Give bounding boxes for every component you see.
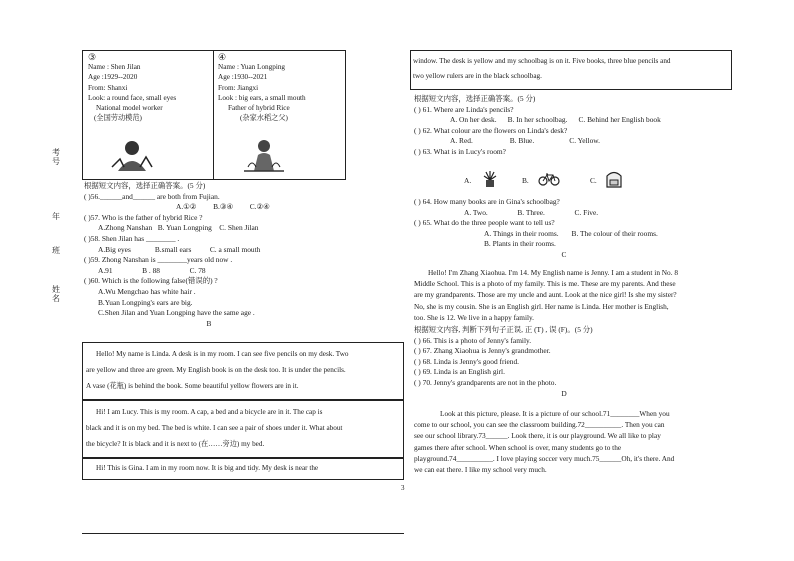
passage-linda (86, 346, 402, 394)
question-group-56-60 (84, 181, 384, 329)
question-63-option-a: A. (464, 176, 472, 185)
card-look: Look : big ears, a small mouth (218, 93, 306, 102)
question-group-64-65 (414, 197, 734, 261)
plant-icon (482, 170, 498, 188)
passage-line: Look at this picture, please. It is a picture of our school.71________When you (440, 409, 670, 418)
card-look: Look: a round face, small eyes (88, 93, 177, 102)
page-number: 3 (401, 484, 405, 492)
schoolbag-icon (604, 169, 624, 189)
bicycle-icon (538, 172, 560, 186)
question-61: ( ) 61. Where are Linda's pencils? (414, 104, 514, 114)
card-age: Age :1929--2020 (88, 73, 138, 82)
card-name: Name : Yuan Longping (218, 63, 286, 72)
section-letter-b: B (206, 318, 212, 328)
question-58: ( )58. Shen Jilan has ________ . (84, 233, 180, 243)
question-56-options: A.①② B.③④ C.②④ (176, 202, 270, 212)
question-59: ( )59. Zhong Nanshan is ________years old now . (84, 255, 233, 265)
card-divider (213, 50, 214, 180)
question-67: ( ) 67. Zhang Xiaohua is Jenny's grandmother. (414, 346, 551, 356)
card-title: Father of hybrid Rice (228, 104, 290, 113)
passage-line: Hi! This is Gina. I am in my room now. It is big and tidy. My desk is near the (96, 464, 319, 472)
passage-lucy (86, 404, 402, 452)
question-60-option-c: C.Shen Jilan and Yuan Longping have the same age . (98, 308, 255, 318)
card-name: Name : Shen Jilan (88, 63, 141, 72)
question-62-options: A. Red. B. Blue. C. Yellow. (450, 136, 601, 146)
section-letter-c: C (561, 249, 567, 259)
question-group-61-65 (414, 94, 734, 158)
question-68: ( ) 68. Linda is Jenny's good friend. (414, 356, 519, 366)
section-heading: 根据短文内容，选择正确答案。(5 分) (414, 94, 536, 103)
section-heading: 根据短文内容, 判断下列句子正误, 正 (T) , 误 (F)。(5 分) (414, 325, 593, 334)
passage-d (414, 408, 732, 475)
portrait-shen-jilan (110, 137, 154, 173)
portrait-yuan-longping (244, 137, 284, 173)
question-63-option-b: B. (522, 176, 529, 185)
passage-gina-continued (413, 54, 729, 84)
question-66: ( ) 66. This is a photo of Jenny's family. (414, 335, 532, 345)
passage-line: playground.74__________. I love playing soccer very much.75______Oh, it's there. And (414, 453, 675, 463)
passage-line: Middle School. This is a photo of my family. This is me. These are my parents. And these (414, 279, 676, 289)
card-age: Age :1930--2021 (218, 73, 268, 82)
section-heading: 根据短文内容，选择正确答案。(5 分) (84, 181, 206, 190)
passage-line: games there after school. When school is over, many students go to the (414, 442, 622, 452)
section-letter-d: D (561, 388, 567, 398)
passage-c (414, 267, 732, 323)
question-63: ( ) 63. What is in Lucy's room? (414, 146, 506, 156)
passage-line: see our school library.73______. Look there, it is our playground. We all like to play (414, 431, 661, 441)
passage-line: two yellow rulers are in the black schoolbag. (413, 72, 542, 80)
person-card-3 (88, 52, 210, 123)
question-60: ( )60. Which is the following false(错误的) ? (84, 276, 218, 286)
card-number: ④ (218, 52, 227, 62)
passage-line: No, she is my cousin. She is an English girl. Her name is Linda. Her mother is English, (414, 301, 669, 311)
card-from: From: Shanxi (88, 83, 128, 92)
question-69: ( ) 69. Linda is an English girl. (414, 367, 505, 377)
passage-line: are yellow and three are green. My English book is on the desk too. It is under the pencils. (86, 366, 346, 374)
card-cn-title: (全国劳动模范) (94, 114, 142, 123)
person-card-4 (218, 52, 342, 123)
question-60-option-a: A.Wu Mengchao has white hair . (98, 286, 196, 296)
question-59-options: A.91 B . 88 C. 78 (98, 265, 206, 275)
card-from: From: Jiangxi (218, 83, 259, 92)
passage-line: black and it is on my bed. The bed is white. I can see a pair of shoes under it. What about (86, 424, 343, 432)
card-title: National model worker (96, 104, 163, 113)
passage-line: come to our school, you can see the classroom building.72__________. Then you can (414, 420, 665, 430)
question-65-option-b: B. Plants in their rooms. (484, 239, 556, 249)
passage-line: Hello! I'm Zhang Xiaohua. I'm 14. My English name is Jenny. I am a student in No. 8 (428, 268, 679, 277)
passage-gina (86, 463, 402, 474)
question-group-66-70 (414, 325, 734, 399)
passage-line: A vase (花瓶) is behind the book. Some beautiful yellow flowers are in it. (86, 382, 299, 390)
question-65: ( ) 65. What do the three people want to tell us? (414, 218, 555, 228)
passage-line: too. She is 12. We live in a happy family. (414, 312, 534, 322)
question-63-option-c: C. (590, 176, 597, 185)
question-56: ( )56.______and______ are both from Fujian. (84, 191, 220, 201)
passage-line: we can eat there. I like my school very much. (414, 465, 547, 475)
side-label-exam-number: 考号 (52, 148, 60, 166)
side-label-grade: 年 (52, 212, 60, 221)
page-bottom-rule (82, 533, 404, 534)
question-57-options: A.Zhong Nanshan B. Yuan Longping C. Shen Jilan (98, 223, 259, 233)
question-57: ( )57. Who is the father of hybrid Rice ? (84, 212, 203, 222)
passage-line: window. The desk is yellow and my schoolbag is on it. Five books, three blue pencils and (413, 57, 671, 65)
question-70: ( ) 70. Jenny's grandparents are not in the photo. (414, 377, 557, 387)
question-58-options: A.Big eyes B.small ears C. a small mouth (98, 244, 261, 254)
question-64: ( ) 64. How many books are in Gina's schoolbag? (414, 197, 560, 206)
card-cn-title: (杂家水稻之父) (240, 114, 288, 123)
question-60-option-b: B.Yuan Longping's ears are big. (98, 297, 193, 307)
question-62: ( ) 62. What colour are the flowers on Linda's desk? (414, 125, 568, 135)
question-65-option-a: A. Things in their rooms. B. The colour of their rooms. (484, 228, 658, 238)
side-label-name: 姓名 (52, 285, 60, 303)
passage-line: Hi! I am Lucy. This is my room. A cap, a bed and a bicycle are in it. The cap is (96, 408, 323, 416)
side-label-class: 班 (52, 246, 60, 255)
passage-line: the bicycle? It is black and it is next to (在……旁边) my bed. (86, 440, 265, 448)
question-61-options: A. On her desk. B. In her schoolbag. C. Behind her English book (450, 115, 661, 125)
passage-line: are my grandparents. Those are my uncle and aunt. Look at the nice girl! Is she my sister? (414, 290, 677, 300)
card-number: ③ (88, 52, 97, 62)
passage-line: Hello! My name is Linda. A desk is in my room. I can see five pencils on my desk. Two (96, 350, 349, 358)
question-64-options: A. Two. B. Three. C. Five. (464, 207, 599, 217)
